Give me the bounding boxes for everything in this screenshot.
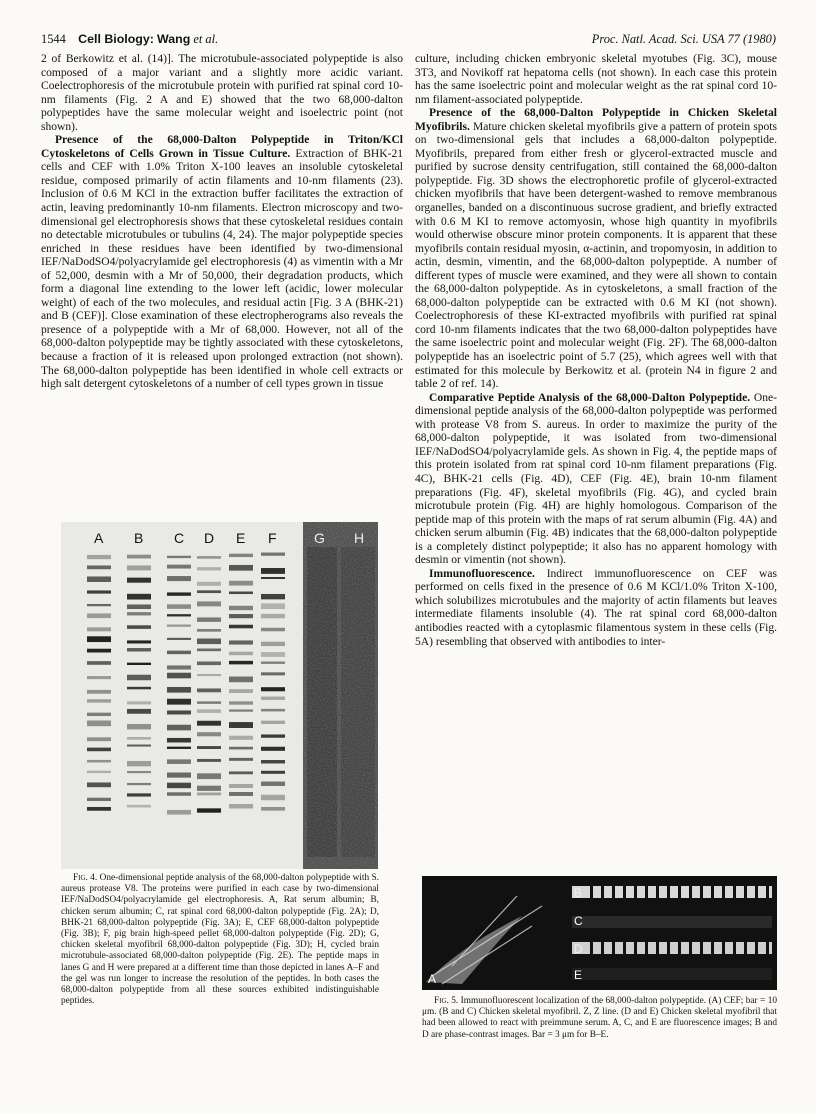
gel-band xyxy=(261,747,285,751)
gel-band xyxy=(127,744,151,746)
gel-band xyxy=(87,555,111,559)
gel-band xyxy=(261,594,285,599)
gel-band xyxy=(229,736,253,740)
gel-band xyxy=(87,676,111,679)
gel-band xyxy=(127,783,151,785)
gel-band xyxy=(127,709,151,714)
gel-band xyxy=(87,690,111,694)
gel-band xyxy=(167,810,191,815)
sarcomere-band xyxy=(700,886,703,898)
gel-band xyxy=(229,689,253,693)
gel-band xyxy=(127,604,151,609)
gel-band xyxy=(87,636,111,642)
gel-band xyxy=(167,725,191,731)
gel-band xyxy=(229,747,253,750)
gel-band xyxy=(229,625,253,629)
gel-band xyxy=(197,629,221,632)
gel-band xyxy=(167,687,191,693)
section-heading: Comparative Peptide Analysis of the 68,000-Dalton Polypeptide. xyxy=(429,391,751,404)
sarcomere-band xyxy=(700,942,703,954)
gel-band xyxy=(167,792,191,795)
sarcomere-band xyxy=(722,886,725,898)
gel-band xyxy=(167,738,191,743)
gel-band xyxy=(127,737,151,740)
gel-band xyxy=(87,748,111,752)
section-title: Cell Biology: xyxy=(78,32,154,46)
figure-5-micrograph xyxy=(422,876,777,990)
gel-band xyxy=(229,701,253,704)
gel-band xyxy=(127,793,151,796)
gel-band xyxy=(197,808,221,812)
gel-band xyxy=(261,734,285,737)
sarcomere-band xyxy=(623,886,626,898)
running-header-left xyxy=(41,32,218,47)
gel-band xyxy=(127,701,151,704)
sarcomere-band xyxy=(667,942,670,954)
sarcomere-band xyxy=(601,942,604,954)
paragraph: 2 of Berkowitz et al. (14)]. The microtubule-associated polypeptide is also composed of a major variant and a slightly more acidic variant. Coelectrophoresis of the microtubule protein with purified rat spinal cord 10-nm filaments (Fig. 2 A and E) showed that the two 68,000-dalton polypeptides have the same molecular weight and isoelectric point (not shown). xyxy=(41,53,403,133)
gel-band xyxy=(261,760,285,763)
gel-band xyxy=(127,612,151,615)
gel-band xyxy=(197,674,221,676)
gel-band xyxy=(87,661,111,665)
gel-band xyxy=(197,601,221,606)
sarcomere-band xyxy=(744,886,747,898)
gel-band xyxy=(229,581,253,586)
figure-4-caption xyxy=(61,873,379,1007)
gel-band xyxy=(127,625,151,629)
paragraph: Comparative Peptide Analysis of the 68,000-Dalton Polypeptide. One-dimensional peptide analysis of the 68,000-dalton polypeptide was performed with protease V8 from S. aureus. In order to maximize the purity of the 68,000-dalton polypeptide, it was isolated from two-dimensional IEF/NaDodSO4/polyacrylamide gels. As shown in Fig. 4, the peptide maps of this protein isolated from rat spinal cord 10-nm filament preparations (Fig. 4C), BHK-21 cells (Fig. 4D), CEF (Fig. 4E), brain 10-nm filament preparations (Fig. 4F), skeletal myofibrils (Fig. 4G), and cycled brain microtubule protein (Fig. 4H) are highly homologous. Comparison of the peptide map of this protein with the maps of rat serum albumin (Fig. 4A) and chicken serum albumin (Fig. 4B) indicates that the 68,000-dalton polypeptide is a completely distinct polypeptide; it also has no apparent homology with desmin or vimentin (not shown). xyxy=(415,391,778,567)
gel-band xyxy=(167,556,191,558)
gel-band xyxy=(261,628,285,631)
gel-band xyxy=(229,709,253,711)
gel-band xyxy=(87,720,111,726)
gel-band xyxy=(197,662,221,666)
gel-band xyxy=(87,771,111,773)
panel-label-b: B xyxy=(574,886,583,900)
panel-label-a: A xyxy=(428,972,437,986)
sarcomere-band xyxy=(711,942,714,954)
gel-band xyxy=(261,614,285,618)
lane-label-g: G xyxy=(314,530,325,546)
gel-band xyxy=(167,624,191,626)
sarcomere-band xyxy=(733,886,736,898)
sarcomere-band xyxy=(711,886,714,898)
gel-band xyxy=(167,699,191,705)
paragraph: Presence of the 68,000-Dalton Polypeptide in Triton/KCl Cytoskeletons of Cells Grown in Tissue Culture. Extraction of BHK-21 cells and CEF with 1.0% Triton X-100 leaves an insoluble cytoskeletal residue, composed primarily of actin filaments and 10-nm filaments (23). Inclusion of 0.6 M KCl in the extraction buffer facilitates the extraction of actin, leaving predominantly 10-nm filaments. Electron microscopy and two-dimensional gel electrophoresis shows that these cytoskeletal residues contain no detectable microtubules or tubulins (4, 24). The major polypeptide species enriched in these residues have been identified by two-dimensional IEF/NaDodSO4/polyacrylamide gel electrophoresis (4) as vimentin with a Mr of 52,000, desmin with a Mr of 50,000, their degradation products, which form a diagonal line extending to the lower left (acidic, lower molecular weight) of each of the two molecules, and residual actin [Fig. 3 A (BHK-21) and B (CEF)]. Close examination of these electropherograms also reveals the presence of a polypeptide with a Mr of 68,000. However, not all of the 68,000-dalton polypeptide may be tightly associated with these cytoskeletons, because a fraction of it is released upon prolonged extraction (not shown). The 68,000-dalton polypeptide has been identified in whole cell extracts or high salt detergent cytoskeletons of a number of cell types grown in tissue xyxy=(41,134,403,391)
sarcomere-band xyxy=(755,942,758,954)
gel-band xyxy=(127,594,151,600)
section-heading: Immunofluorescence. xyxy=(429,567,535,580)
gel-band xyxy=(87,760,111,763)
sarcomere-band xyxy=(689,886,692,898)
figure-4-gel xyxy=(61,522,378,869)
gel-band xyxy=(167,651,191,655)
gel-band xyxy=(127,555,151,559)
gel-band xyxy=(261,642,285,646)
gel-band xyxy=(87,699,111,702)
gel-band xyxy=(229,677,253,683)
gel-band xyxy=(197,786,221,791)
gel-band xyxy=(127,805,151,808)
gel-band xyxy=(229,606,253,610)
gel-band xyxy=(127,648,151,651)
gel-band xyxy=(197,721,221,726)
sarcomere-band xyxy=(634,886,637,898)
gel-band xyxy=(167,665,191,669)
gel-band xyxy=(127,724,151,729)
authors: Wang et al. xyxy=(157,32,219,46)
caption-label: Fig. 4. xyxy=(73,873,98,883)
gel-band xyxy=(197,701,221,703)
paragraph: culture, including chicken embryonic skeletal myotubes (Fig. 3C), mouse 3T3, and Novikoff rat hepatoma cells (not shown). In each case this protein has the same isoelectric point and molecular weight as the rat spinal cord 10-nm filament-associated polypeptide. xyxy=(415,53,777,106)
sarcomere-band xyxy=(623,942,626,954)
sarcomere-band xyxy=(766,886,769,898)
gel-band xyxy=(261,603,285,609)
gel-band xyxy=(229,784,253,788)
sarcomere-band xyxy=(755,886,758,898)
gel-band xyxy=(167,565,191,569)
section-heading: Presence of the 68,000-Dalton Polypeptide in Triton/KCl Cytoskeletons of Cells Grown in Tissue Culture. xyxy=(41,134,403,160)
gel-band xyxy=(229,640,253,644)
lane-label-d: D xyxy=(204,530,215,546)
gel-band xyxy=(87,798,111,801)
left-column xyxy=(41,53,403,392)
lane-label-c: C xyxy=(174,530,185,546)
sarcomere-band xyxy=(678,886,681,898)
gel-band xyxy=(261,577,285,579)
gel-band xyxy=(261,568,285,574)
lane-label-a: A xyxy=(94,530,104,546)
sarcomere-band xyxy=(634,942,637,954)
caption-label: Fig. 5. xyxy=(434,996,459,1006)
gel-band xyxy=(229,771,253,774)
gel-band xyxy=(261,782,285,786)
gel-band xyxy=(127,687,151,690)
sarcomere-band xyxy=(678,942,681,954)
gel-band xyxy=(127,675,151,680)
panel-label-d: D xyxy=(574,942,583,956)
sarcomere-band xyxy=(645,886,648,898)
gel-band xyxy=(261,697,285,700)
sarcomere-band xyxy=(667,886,670,898)
gel-band xyxy=(229,565,253,571)
gel-band xyxy=(87,576,111,582)
gel-band xyxy=(229,614,253,618)
figure-5-caption xyxy=(422,996,777,1041)
gel-band xyxy=(87,782,111,787)
gel-band xyxy=(87,713,111,716)
gel-band xyxy=(261,795,285,800)
gel-band xyxy=(261,553,285,556)
gel-band xyxy=(197,617,221,621)
gel-band xyxy=(167,604,191,609)
gel-band xyxy=(127,771,151,773)
lane-label-f: F xyxy=(268,530,277,546)
sarcomere-band xyxy=(766,942,769,954)
gel-band xyxy=(127,640,151,643)
gel-band xyxy=(197,732,221,736)
panel-label-e: E xyxy=(574,968,583,982)
gel-band xyxy=(127,761,151,766)
gel-band xyxy=(229,804,253,808)
gel-band xyxy=(87,627,111,631)
lane-label-h: H xyxy=(354,530,365,546)
gel-band xyxy=(197,567,221,570)
gel-band xyxy=(229,652,253,656)
gel-band xyxy=(167,576,191,581)
gel-band xyxy=(167,773,191,778)
gel-band xyxy=(127,565,151,570)
gel-band xyxy=(197,556,221,559)
sarcomere-band xyxy=(656,942,659,954)
gel-band xyxy=(197,773,221,779)
gel-band xyxy=(229,661,253,665)
gel-band xyxy=(229,758,253,761)
gel-band xyxy=(197,582,221,586)
paragraph: Immunofluorescence. Indirect immunofluorescence on CEF was performed on cells fixed in the presence of 0.6 M KCl/1.0% Triton X-100, which solubilizes microtubules and the majority of actin filaments but leaves intermediate filaments insoluble (4). The rat spinal cord 68,000-dalton antibodies reacted with a cytoplasmic filamentous system in these cells (Fig. 5A) resembling that observed with antibodies to inter- xyxy=(415,567,777,648)
page-number: 1544 xyxy=(41,32,66,46)
gel-band xyxy=(167,710,191,714)
gel-band xyxy=(87,737,111,741)
gel-band xyxy=(197,649,221,652)
sarcomere-band xyxy=(612,942,615,954)
gel-band xyxy=(167,759,191,764)
journal-citation: Proc. Natl. Acad. Sci. USA 77 (1980) xyxy=(591,32,776,46)
gel-band xyxy=(87,590,111,593)
sarcomere-band xyxy=(656,886,659,898)
gel-band xyxy=(261,661,285,663)
gel-band xyxy=(127,578,151,583)
paragraph: Presence of the 68,000-Dalton Polypeptide in Chicken Skeletal Myofibrils. Mature chicken skeletal myofibrils give a pattern of protein spots on two-dimensional gels that includes a 68,000-dalton polypeptide. Myofibrils, prepared from either fresh or glycerol-extracted muscle and purified by sucrose density centrifugation, still contained the 68,000-dalton polypeptide. Fig. 3D shows the electrophoretic profile of glycerol-extracted chicken myofibrils that have been detergent-washed to remove membranous organelles, banded on a discontinuous sucrose gradient, and briefly extracted with 0.6 M KI to remove actomyosin, whose high quantity in myofibrils would otherwise obscure minor protein components. It is apparent that these myofibrils contain residual myosin, α-actinin, and tropomyosin, in addition to actin, desmin, vimentin, and the 68,000-dalton polypeptide. A number of different types of muscle were examined, and they were all shown to contain the 68,000-dalton polypeptide. As in cytoskeletons, a small fraction of the 68,000-dalton polypeptide can be extracted with 0.6 M KI (not shown). Coelectrophoresis of these KI-extracted myofibrils with purified rat spinal cord 10-nm filaments indicates that the two 68,000-dalton polypeptides have the same isoelectric point and molecular weight (Fig. 2F). The 68,000-dalton polypeptide has an isoelectric point of 5.7 (25), which agrees well with that estimated for this molecule by Berkowitz et al. (protein N4 in figure 2 and table 2 of ref. 14). xyxy=(415,107,777,391)
gel-band xyxy=(87,604,111,606)
gel-band xyxy=(87,807,111,811)
gel-band xyxy=(127,663,151,665)
gel-band xyxy=(261,807,285,811)
gel-band xyxy=(197,590,221,593)
gel-band xyxy=(167,783,191,789)
panel-label-c: C xyxy=(574,914,583,928)
sarcomere-band xyxy=(722,942,725,954)
gel-band xyxy=(261,721,285,724)
gel-band xyxy=(229,792,253,796)
gel-band xyxy=(261,709,285,712)
gel-band xyxy=(229,554,253,557)
gel-band xyxy=(87,613,111,618)
sarcomere-band xyxy=(590,942,593,954)
gel-band xyxy=(167,638,191,640)
gel-band xyxy=(197,688,221,692)
gel-band xyxy=(167,614,191,616)
sarcomere-band xyxy=(689,942,692,954)
gel-band xyxy=(229,592,253,595)
sarcomere-band xyxy=(590,886,593,898)
lane-label-b: B xyxy=(134,530,144,546)
gel-band xyxy=(167,673,191,679)
caption-text: Immunofluorescent localization of the 68,000-dalton polypeptide. (A) CEF; bar = 10 μm. (B and C) Chicken skeletal myofibril. Z, Z line. (D and E) Chicken skeletal myofibril that had been allowed to react with preimmune serum. A, C, and E are fluorescence images; B and D are phase-contrast images. Bar = 3 μm for B–E. xyxy=(422,996,777,1040)
gel-band xyxy=(87,565,111,569)
gel-band xyxy=(261,652,285,657)
lane-label-e: E xyxy=(236,530,246,546)
gel-band xyxy=(261,771,285,774)
gel-band xyxy=(197,759,221,762)
sarcomere-band xyxy=(744,942,747,954)
section-heading: Presence of the 68,000-Dalton Polypeptide in Chicken Skeletal Myofibrils. xyxy=(415,107,777,133)
gel-band xyxy=(87,649,111,653)
gel-band xyxy=(197,746,221,749)
gel-band xyxy=(261,672,285,675)
gel-band xyxy=(167,747,191,749)
right-column xyxy=(415,53,777,649)
gel-band xyxy=(197,639,221,645)
sarcomere-band xyxy=(645,942,648,954)
sarcomere-band xyxy=(601,886,604,898)
gel-band xyxy=(261,687,285,691)
caption-text: One-dimensional peptide analysis of the 68,000-dalton polypeptide with S. aureus protease V8. The proteins were purified in each case by two-dimensional IEF/NaDodSO4/polyacrylamide gel electrophoresis. A, Rat serum albumin; B, chicken serum albumin; C, rat spinal cord 68,000-dalton polypeptide (Fig. 2A); D, BHK-21 68,000-dalton polypeptide (Fig. 3A); E, CEF 68,000-dalton polypeptide (Fig. 3B); F, pig brain high-speed pellet 68,000-dalton polypeptide (Fig. 2D); G, chicken skeletal myofibril 68,000-dalton polypeptide (Fig. 3D); H, cycled brain microtubule-associated 68,000-dalton polypeptide (Fig. 2E). The peptide maps in lanes G and H were prepared at a different time than those depicted in lanes A–F and the gel was run longer to increase the resolution of the peptides. In both cases the 68,000-dalton polypeptide from all these sources exhibited indistinguishable peptides. xyxy=(61,873,379,1007)
sarcomere-band xyxy=(612,886,615,898)
sarcomere-band xyxy=(733,942,736,954)
gel-band xyxy=(229,722,253,728)
gel-band xyxy=(167,592,191,595)
gel-band xyxy=(197,709,221,713)
gel-band xyxy=(197,793,221,796)
